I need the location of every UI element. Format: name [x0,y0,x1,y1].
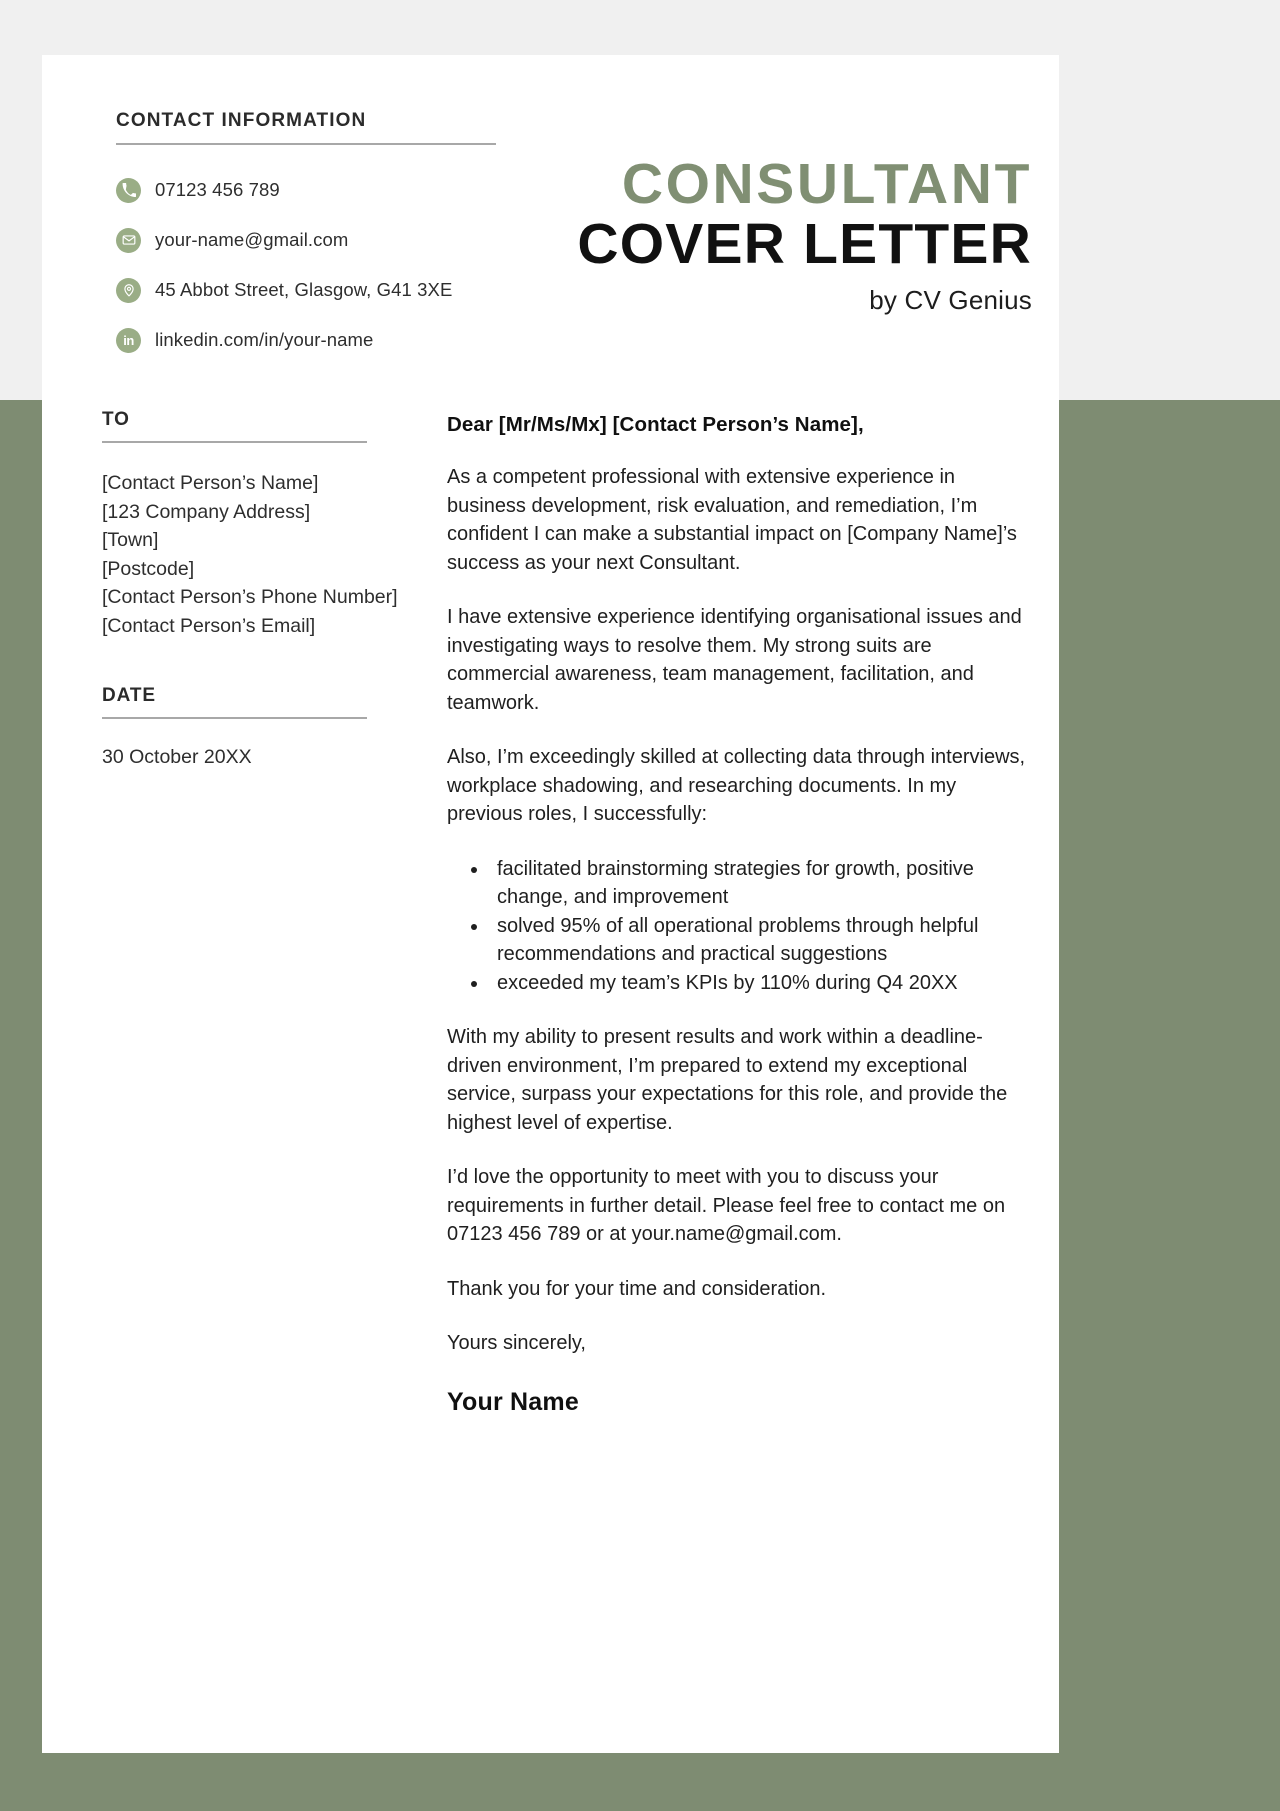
list-item: • exceeded my team’s KPIs by 110% during Q4 20XX [489,969,1032,998]
body-paragraph-6: Thank you for your time and consideration. [447,1277,827,1300]
recipient-address [102,469,404,640]
recipient-line: [Contact Person’s Email] [102,614,316,637]
to-heading-divider [102,441,367,443]
page-title-role: CONSULTANT [621,152,1032,216]
linkedin-icon: in [116,328,141,353]
body-paragraph-4: With my ability to present results and work within a deadline-driven environment, I’m prepared to extend my exceptional service, surpass your expectations for this role, and provide the highest level of expertise. [447,1026,1008,1134]
contact-information-block [116,110,496,365]
contact-phone-text: 07123 456 789 [155,179,280,200]
body-paragraph-3: Also, I’m exceedingly skilled at collecting data through interviews, workplace shadowing, and researching documents. In my previous roles, I successfully: [447,746,1026,825]
contact-row-address[interactable] [116,265,496,315]
body-paragraph-2: I have extensive experience identifying organisational issues and investigating ways to resolve them. My strong suits are commercial awareness, team management, facilitation, and teamwork. [447,606,1022,714]
contact-address-text: 45 Abbot Street, Glasgow, G41 3XE [155,279,453,300]
recipient-line: [123 Company Address] [102,500,311,523]
achievement-list [447,855,1032,998]
date-block [102,685,404,769]
contact-row-phone[interactable] [116,165,496,215]
contact-linkedin-text: linkedin.com/in/your-name [155,329,374,350]
cover-letter-page [42,55,1059,1753]
letter-body [42,395,1059,1417]
letter-header [42,55,1059,395]
letter-content-column [404,395,1032,1417]
map-pin-icon [116,278,141,303]
contact-email-text: your-name@gmail.com [155,229,349,250]
salutation: Dear [Mr/Ms/Mx] [Contact Person’s Name], [447,413,864,436]
contact-heading-divider [116,143,496,145]
byline: by CV Genius [869,284,1032,315]
envelope-icon [116,228,141,253]
signature-name: Your Name [447,1387,579,1416]
contact-row-email[interactable] [116,215,496,265]
page-title-main: COVER LETTER [577,212,1032,277]
list-item: • facilitated brainstorming strategies for growth, positive change, and improvement [489,855,1032,912]
recipient-line: [Town] [102,529,159,551]
recipient-line: [Contact Person’s Name] [102,472,319,494]
to-heading: TO [102,409,130,430]
phone-icon [116,178,141,203]
contact-list [116,165,496,365]
recipient-line: [Postcode] [102,557,195,580]
contact-row-linkedin[interactable] [116,315,496,365]
contact-information-heading: CONTACT INFORMATION [116,110,367,131]
sidebar-column [102,395,404,1417]
document-title-block [577,152,1032,316]
date-heading: DATE [102,685,156,706]
closing-line: Yours sincerely, [447,1332,586,1354]
body-paragraph-1: As a competent professional with extensive experience in business development, risk evaluation, and remediation, I’m confident I can make a substantial impact on [Company Name]’s success as your next Consultant. [447,466,1017,574]
list-item: • solved 95% of all operational problems through helpful recommendations and practical suggestions [489,912,1032,969]
to-block [102,409,404,640]
body-paragraph-5: I’d love the opportunity to meet with you to discuss your requirements in further detail. Please feel free to contact me on 07123 456 789 or at your.name@gmail.com. [447,1166,1006,1245]
date-value: 30 October 20XX [102,746,252,768]
recipient-line: [Contact Person’s Phone Number] [102,586,398,608]
date-heading-divider [102,717,367,719]
